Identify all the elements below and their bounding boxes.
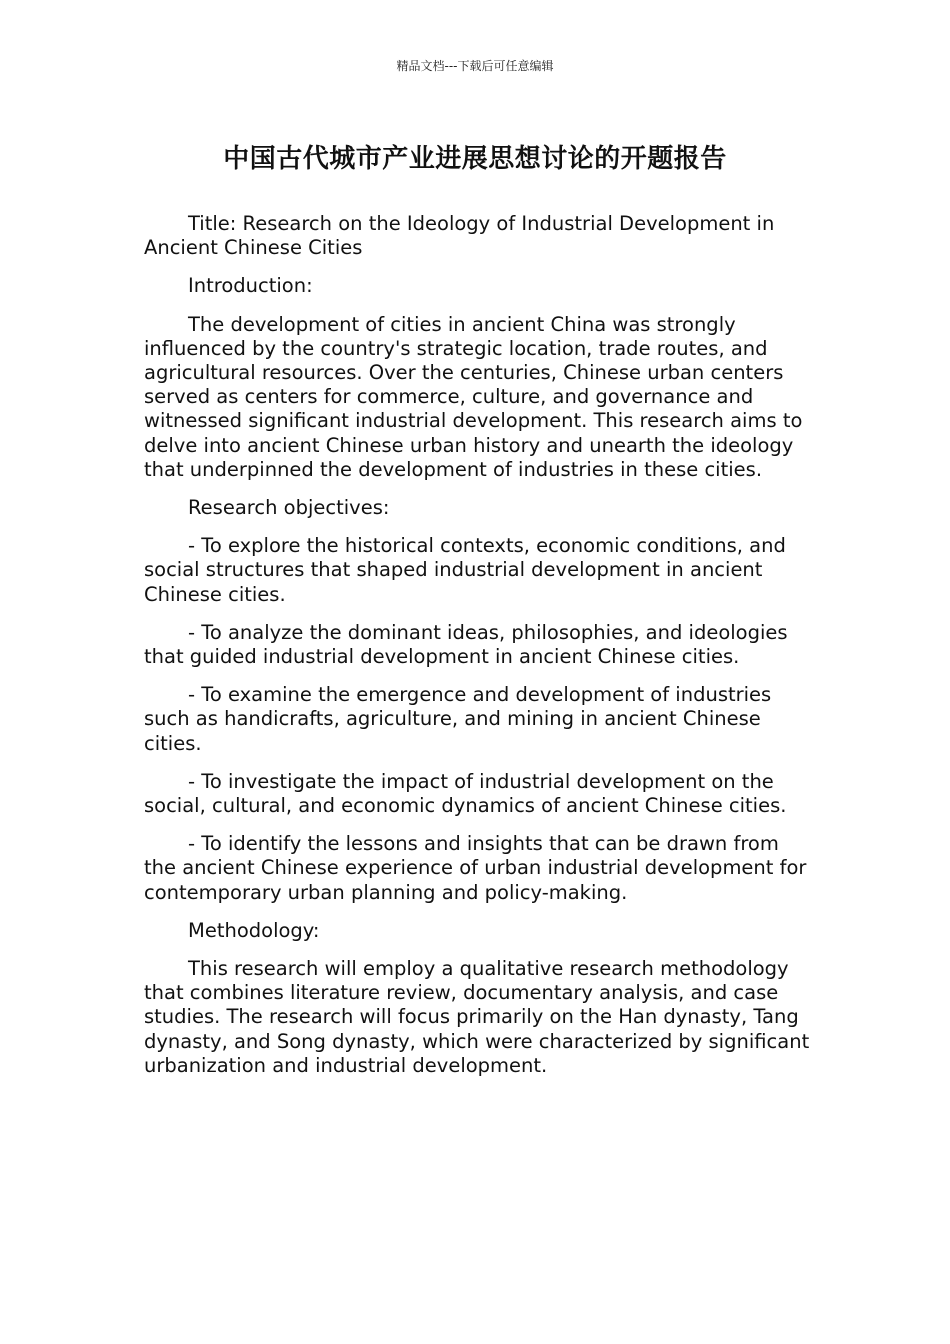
objective-item: - To explore the historical contexts, economic conditions, and social structures that shaped industrial development in ancient Chinese cities. bbox=[144, 534, 786, 606]
document-body bbox=[144, 212, 810, 1092]
paragraph-methodology: This research will employ a qualitative research methodology that combines literature review, documentary analysis, and case studies. The research will focus primarily on the Han dynasty, Tang dynasty, and Song dynasty, which were characterized by significant urbanization and industrial development. bbox=[144, 957, 810, 1077]
objective-item: - To analyze the dominant ideas, philosophies, and ideologies that guided industrial development in ancient Chinese cities. bbox=[144, 620, 788, 669]
heading-research-objectives: Research objectives: bbox=[188, 496, 390, 520]
header-note: 精品文档---下载后可任意编辑 bbox=[396, 59, 554, 73]
document-title: 中国古代城市产业进展思想讨论的开题报告 bbox=[223, 144, 727, 174]
heading-introduction: Introduction: bbox=[188, 274, 313, 298]
objective-item: - To identify the lessons and insights that can be drawn from the ancient Chinese experience of urban industrial development for contemporary urban planning and policy-making. bbox=[144, 832, 807, 904]
paragraph-introduction: The development of cities in ancient China was strongly influenced by the country's strategic location, trade routes, and agricultural resources. Over the centuries, Chinese urban centers served as centers for commerce, culture, and governance and witnessed significant industrial development. This research aims to delve into ancient Chinese urban history and unearth the ideology that underpinned the development of industries in these cities. bbox=[144, 312, 803, 481]
heading-methodology: Methodology: bbox=[188, 918, 320, 942]
objective-item: - To investigate the impact of industrial development on the social, cultural, and economic dynamics of ancient Chinese cities. bbox=[144, 769, 787, 818]
objective-item: - To examine the emergence and development of industries such as handicrafts, agriculture, and mining in ancient Chinese cities. bbox=[144, 683, 772, 755]
paragraph-title-line: Title: Research on the Ideology of Industrial Development in Ancient Chinese Cities bbox=[144, 212, 775, 260]
